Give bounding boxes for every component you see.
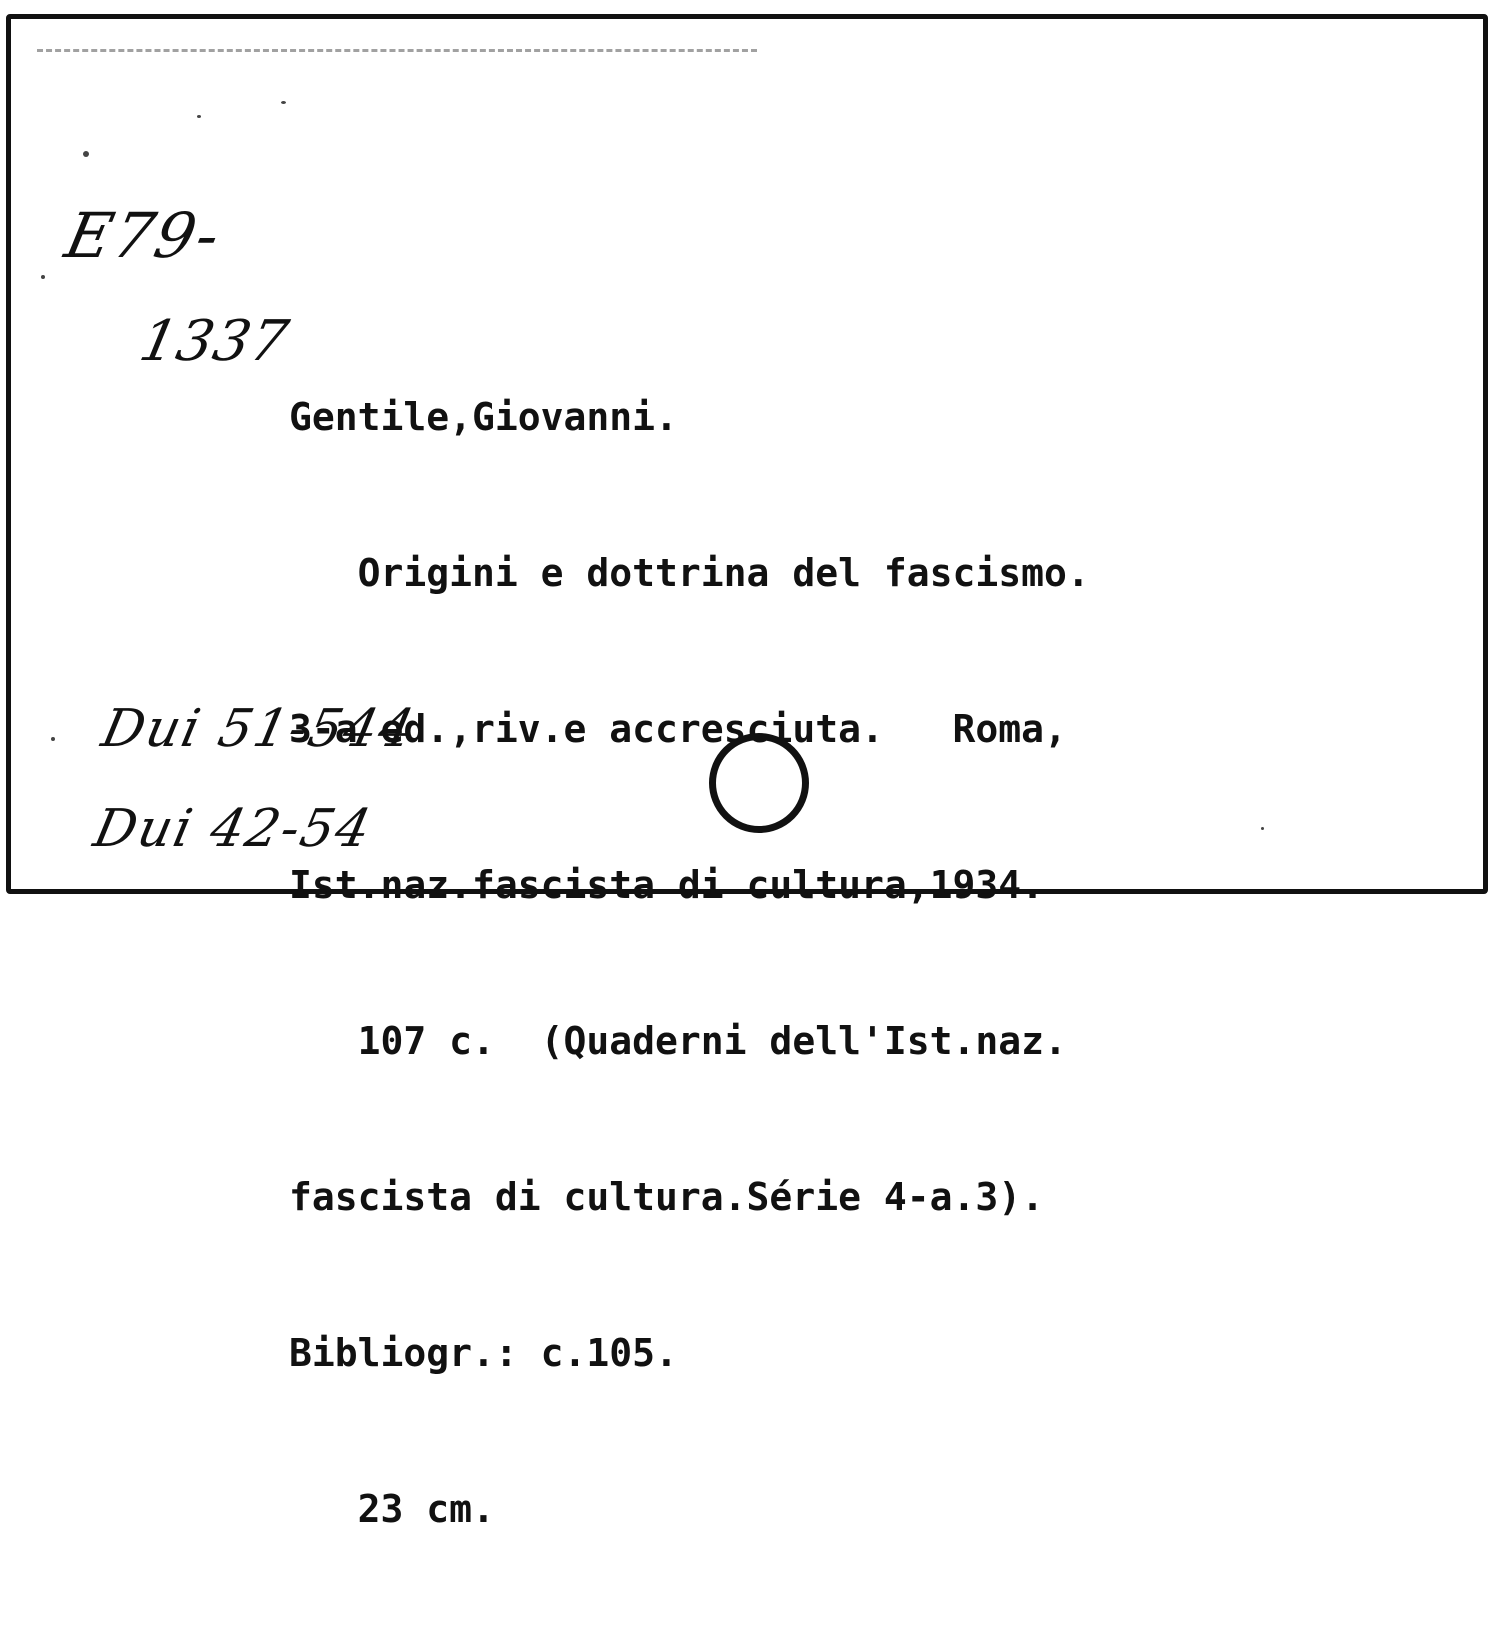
speck xyxy=(51,737,55,741)
entry-line: 107 c. (Quaderni dell'Ist.naz. xyxy=(289,1019,1067,1063)
author-heading: Gentile,Giovanni. xyxy=(289,395,678,439)
entry-line: 23 cm. xyxy=(289,1487,495,1531)
speck xyxy=(83,151,89,157)
speck xyxy=(197,115,201,118)
speck xyxy=(281,101,286,104)
speck xyxy=(1261,827,1264,830)
punch-hole xyxy=(709,733,809,833)
entry-line: 3-a ed.,riv.e accresciuta. Roma, xyxy=(289,707,1067,751)
inventory-number-2: Dui 42-54 xyxy=(88,799,378,859)
catalog-entry-text xyxy=(289,287,1090,1639)
entry-line: Ist.naz.fascista di cultura,1934. xyxy=(289,863,1044,907)
entry-line: Bibliogr.: c.105. xyxy=(289,1331,678,1375)
call-number-line-1: E79- xyxy=(59,199,228,272)
inventory-number-1: Dui 51-544 xyxy=(96,699,421,759)
catalog-card xyxy=(6,14,1488,1531)
entry-line: Origini e dottrina del fascismo. xyxy=(289,551,1090,595)
speck xyxy=(41,275,45,279)
entry-line: fascista di cultura.Série 4-a.3). xyxy=(289,1175,1044,1219)
top-dashed-rule xyxy=(37,49,757,52)
call-number-line-2: 1337 xyxy=(134,309,295,374)
